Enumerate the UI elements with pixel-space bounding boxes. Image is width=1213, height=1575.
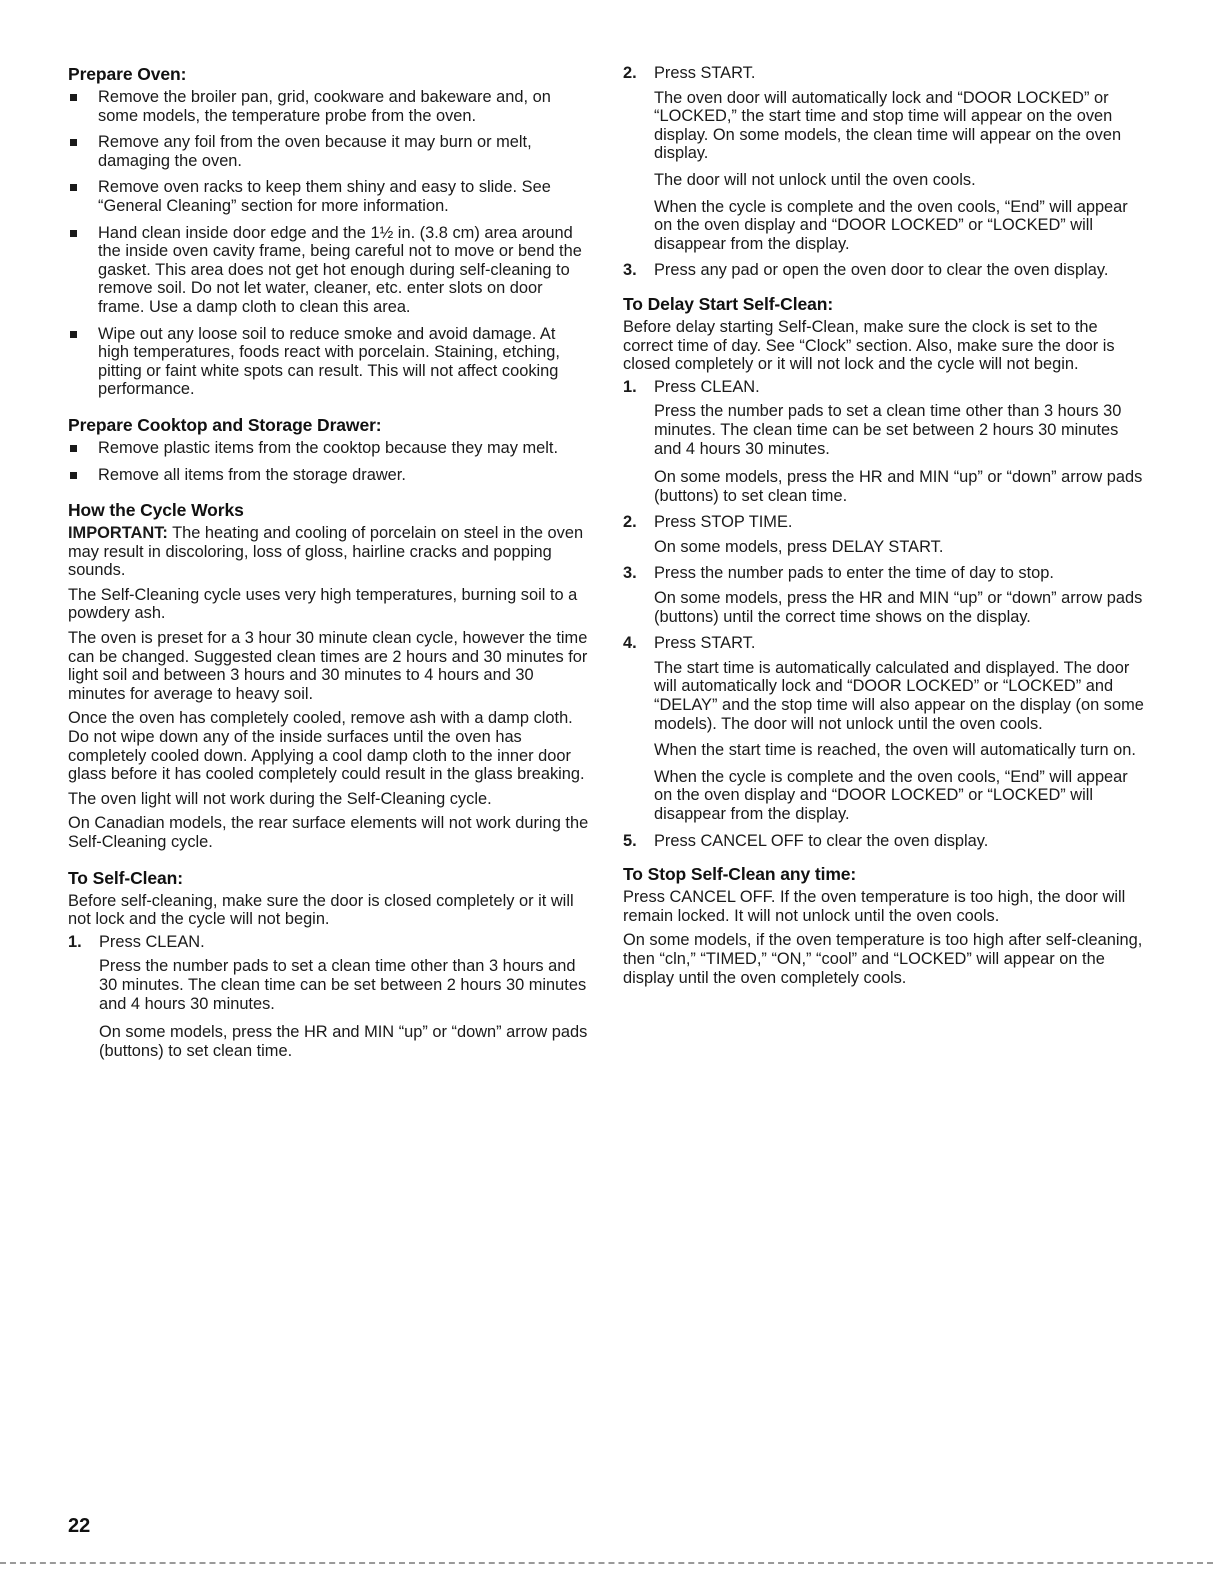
paragraph: Before self-cleaning, make sure the door is closed completely or it will not lock and the cycle will not begin.: [68, 891, 574, 929]
step-number: 1.: [623, 377, 637, 396]
page-number: 22: [68, 1515, 91, 1537]
bullet-square-icon: [70, 139, 77, 146]
step-title: Press CLEAN.: [99, 932, 205, 951]
section-heading: How the Cycle Works: [68, 500, 244, 521]
step-item: [623, 832, 1144, 851]
step-item: [623, 261, 1144, 280]
bullet-square-icon: [70, 230, 77, 237]
bullet-square-icon: [70, 94, 77, 101]
step-detail: On some models, press DELAY START.: [654, 537, 944, 556]
step-detail: When the cycle is complete and the oven cools, “End” will appear on the oven display and “DOOR LOCKED” or “LOCKED” will disappear from the display.: [654, 767, 1128, 823]
to-self-clean-section: [68, 868, 589, 1061]
step-detail: Press the number pads to set a clean time other than 3 hours and 30 minutes. The clean time can be set between 2 hours 30 minutes and 4 hours 30 minutes.: [99, 957, 587, 1013]
paragraph: Before delay starting Self-Clean, make sure the clock is set to the correct time of day. See “Clock” section. Also, make sure the door is closed completely or it will not lock and the cycle will not begin.: [623, 317, 1115, 374]
paragraph: The Self-Cleaning cycle uses very high temperatures, burning soil to a powdery ash.: [68, 585, 578, 623]
step-number: 2.: [623, 64, 637, 82]
step-detail: When the cycle is complete and the oven cools, “End” will appear on the oven display and “DOOR LOCKED” or “LOCKED” will disappear from the display.: [654, 197, 1128, 253]
bullet-square-icon: [70, 184, 77, 191]
step-number: 1.: [68, 932, 82, 951]
step-item: [623, 634, 1144, 823]
paragraph: The oven is preset for a 3 hour 30 minute clean cycle, however the time can be changed. Suggested clean times are 2 hours and 30 minutes for light soil and between 3 hours and 30 minutes to 4 hours and 30 minutes for average to heavy soil.: [68, 629, 588, 703]
step-item: [68, 933, 589, 1061]
important-paragraph: IMPORTANT: The heating and cooling of porcelain on steel in the oven may result in discoloring, loss of gloss, hairline cracks and popping sounds.: [68, 524, 584, 580]
step-detail: On some models, press the HR and MIN “up” or “down” arrow pads (buttons) to set clean time.: [654, 468, 1143, 505]
step-item: [623, 64, 1144, 253]
bullet-square-icon: [70, 445, 77, 452]
paragraph: On some models, if the oven temperature is too high after self-cleaning, then “cln,” “TIMED,” “ON,” “cool” and “LOCKED” will appear on the display until the oven completely cools.: [623, 931, 1143, 987]
step-title: Press STOP TIME.: [654, 513, 793, 532]
step-detail: The door will not unlock until the oven cools.: [654, 170, 976, 189]
stop-self-clean-section: [623, 864, 1144, 987]
paragraph: Press CANCEL OFF. If the oven temperature is too high, the door will remain locked. It will not unlock until the oven cools.: [623, 888, 1126, 925]
page-bottom-divider: [0, 1562, 1213, 1564]
step-title: Press START.: [654, 64, 756, 82]
paragraph: Once the oven has completely cooled, remove ash with a damp cloth. Do not wipe down any of the inside surfaces until the oven has completely cooled down. Applying a cool damp cloth to the inner door glass before it has cooled completely could result in the glass breaking.: [68, 709, 585, 784]
bullet-square-icon: [70, 472, 77, 479]
step-number: 3.: [623, 564, 637, 583]
list-item: Remove all items from the storage drawer.: [68, 466, 589, 485]
step-title: Press CANCEL OFF to clear the oven display.: [654, 831, 989, 850]
step-detail: On some models, press the HR and MIN “up” or “down” arrow pads (buttons) to set clean time.: [99, 1023, 588, 1060]
section-heading: To Stop Self-Clean any time:: [623, 864, 857, 885]
section-heading: Prepare Oven:: [68, 64, 187, 84]
list-item: Remove the broiler pan, grid, cookware and bakeware and, on some models, the temperature probe from the oven.: [68, 88, 589, 125]
step-number: 2.: [623, 513, 637, 532]
step-number: 4.: [623, 634, 637, 653]
paragraph: On Canadian models, the rear surface elements will not work during the Self-Cleaning cycle.: [68, 814, 589, 851]
step-item: [623, 513, 1144, 556]
step-title: Press START.: [654, 634, 756, 653]
list-item: Remove oven racks to keep them shiny and easy to slide. See “General Cleaning” section for more information.: [68, 178, 589, 215]
section-heading: To Delay Start Self-Clean:: [623, 293, 834, 314]
section-heading: To Self-Clean:: [68, 867, 183, 888]
list-item: Remove plastic items from the cooktop because they may melt.: [68, 439, 589, 458]
step-detail: On some models, press the HR and MIN “up” or “down” arrow pads (buttons) until the correct time shows on the display.: [654, 589, 1143, 626]
steps-list: [623, 378, 1144, 850]
important-label: IMPORTANT:: [68, 524, 168, 543]
step-title: Press CLEAN.: [654, 377, 760, 396]
step-title: Press any pad or open the oven door to clear the oven display.: [654, 261, 1109, 280]
section-heading: Prepare Cooktop and Storage Drawer:: [68, 414, 382, 435]
step-detail: The start time is automatically calculated and displayed. The door will automatically lock and “DOOR LOCKED” or “LOCKED” and “DELAY” and the stop time will also appear on the display (on some models). The door will not unlock until the oven cools.: [654, 658, 1144, 733]
steps-list: [68, 933, 589, 1061]
left-column: [68, 64, 589, 1060]
step-number: 5.: [623, 831, 637, 850]
delay-start-section: [623, 294, 1144, 850]
how-cycle-works-section: [68, 500, 589, 852]
prepare-cooktop-section: [68, 415, 589, 484]
list-item: Hand clean inside door edge and the 1½ in. (3.8 cm) area around the inside oven cavity frame, being careful not to move or bend the gasket. This area does not get hot enough during self-cleaning to remove soil. Do not let water, cleaner, etc. enter slots on door frame. Use a damp cloth to clean this area.: [68, 224, 589, 317]
step-title: Press the number pads to enter the time of day to stop.: [654, 564, 1054, 583]
step-number: 3.: [623, 261, 637, 280]
step-detail: Press the number pads to set a clean time other than 3 hours 30 minutes. The clean time can be set between 2 hours 30 minutes and 4 hours 30 minutes.: [654, 402, 1122, 458]
prepare-oven-section: [68, 64, 589, 399]
paragraph: The oven light will not work during the Self-Cleaning cycle.: [68, 789, 492, 808]
bullet-list: [68, 88, 589, 399]
step-detail: The oven door will automatically lock and “DOOR LOCKED” or “LOCKED,” the start time and stop time will appear on the oven display. On some models, the clean time will appear on the oven display.: [654, 88, 1122, 163]
right-column: [623, 64, 1144, 987]
bullet-square-icon: [70, 331, 77, 338]
bullet-list: [68, 439, 589, 484]
step-item: [623, 378, 1144, 506]
step-detail: When the start time is reached, the oven will automatically turn on.: [654, 741, 1136, 760]
list-item: Wipe out any loose soil to reduce smoke and avoid damage. At high temperatures, foods react with porcelain. Staining, etching, pitting or faint white spots can result. This will not affect cooking performance.: [68, 325, 589, 399]
list-item: Remove any foil from the oven because it may burn or melt, damaging the oven.: [68, 133, 589, 170]
steps-list: [623, 64, 1144, 280]
step-item: [623, 564, 1144, 626]
